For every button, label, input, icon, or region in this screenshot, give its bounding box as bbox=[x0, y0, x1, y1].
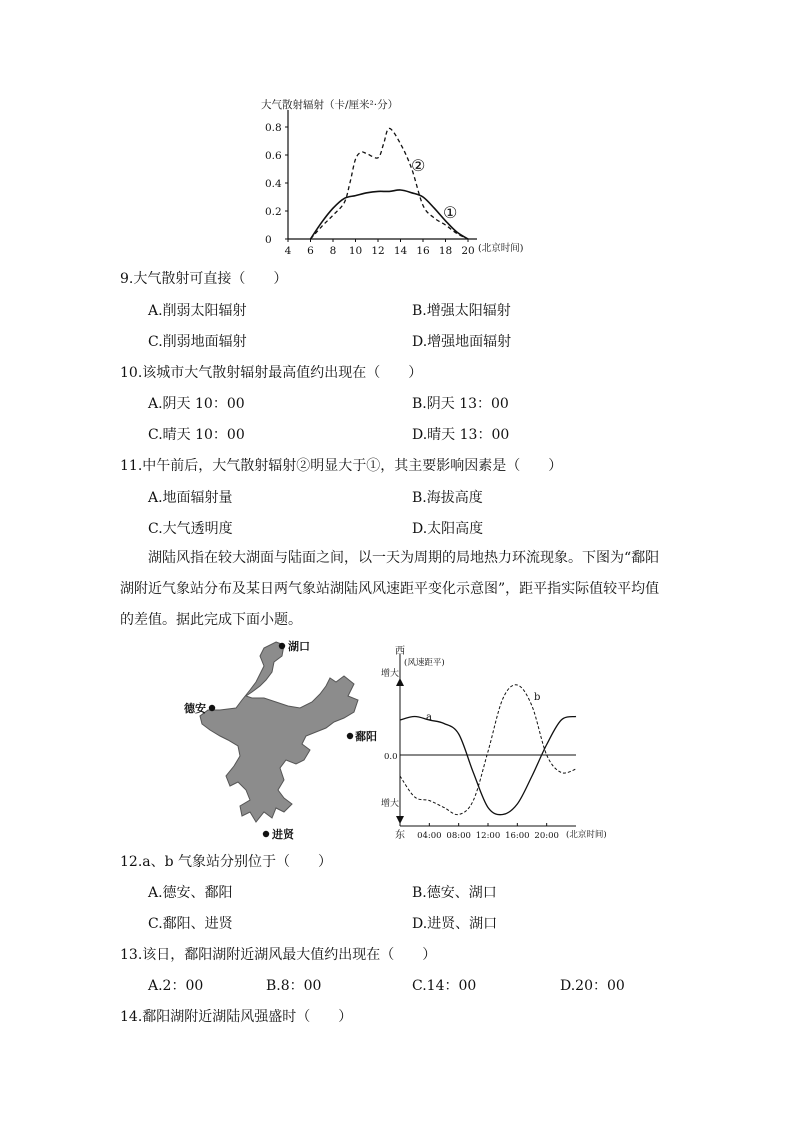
q9-option-d[interactable]: D.增强地面辐射 bbox=[412, 334, 512, 350]
scatter-radiation-chart bbox=[255, 92, 545, 260]
lake-shape bbox=[200, 642, 358, 822]
q10-option-d[interactable]: D.晴天 13：00 bbox=[412, 427, 510, 443]
q12-option-a[interactable]: A.德安、鄱阳 bbox=[148, 885, 233, 901]
question-12: 12.a、b 气象站分别位于（ ） bbox=[120, 854, 333, 870]
wind-ylabel: (风速距平) bbox=[404, 658, 445, 668]
question-13: 13.该日，鄱阳湖附近湖风最大值约出现在（ ） bbox=[120, 947, 437, 963]
q13-option-d[interactable]: D.20：00 bbox=[560, 978, 625, 994]
series-b-label: b bbox=[534, 692, 541, 703]
chart1-y-tick-label: 0 bbox=[265, 234, 272, 246]
q10-option-c[interactable]: C.晴天 10：00 bbox=[148, 427, 245, 443]
station-dean: 德安 bbox=[184, 702, 206, 715]
station-jinxian: 进贤 bbox=[272, 828, 294, 841]
east-label: 东 bbox=[395, 830, 405, 841]
chart2-x-unit: (北京时间) bbox=[566, 830, 607, 840]
station-hukou: 湖口 bbox=[288, 640, 310, 653]
poyang-lake-map bbox=[180, 636, 380, 844]
q11-option-a[interactable]: A.地面辐射量 bbox=[148, 490, 233, 506]
q13-option-c[interactable]: C.14：00 bbox=[412, 978, 477, 994]
chart1-title: 大气散射辐射（卡/厘米²·分） bbox=[261, 99, 399, 111]
increase-up-label: 增大 bbox=[381, 669, 400, 679]
chart1-x-tick-label: 14 bbox=[393, 245, 408, 257]
series-1-label: ① bbox=[443, 203, 458, 222]
chart1-x-tick-label: 16 bbox=[416, 245, 430, 257]
question-10: 10.该城市大气散射辐射最高值约出现在（ ） bbox=[120, 365, 423, 381]
chart1-x-tick-label: 10 bbox=[348, 245, 363, 257]
q9-option-c[interactable]: C.削弱地面辐射 bbox=[148, 334, 247, 350]
q10-option-b[interactable]: B.阴天 13：00 bbox=[412, 396, 509, 412]
question-11: 11.中午前后，大气散射辐射②明显大于①，其主要影响因素是（ ） bbox=[120, 458, 563, 474]
chart1-y-tick-label: 0.4 bbox=[265, 178, 282, 190]
chart2-x-tick-label: 08:00 bbox=[446, 831, 471, 841]
passage-text: 湖陆风指在较大湖面与陆面之间，以一天为周期的局地热力环流现象。下图为“鄱阳湖附近气象站分布及某日两气象站湖陆风风速距平变化示意图”，距平指实际值较平均值的差值。据此完成下面小题。 bbox=[120, 550, 660, 628]
series-a-label: a bbox=[426, 712, 432, 723]
chart1-x-unit: (北京时间) bbox=[478, 243, 524, 254]
chart1-x-tick-label: 20 bbox=[461, 245, 475, 257]
q11-option-d[interactable]: D.太阳高度 bbox=[412, 521, 484, 537]
series-2-line bbox=[311, 128, 469, 239]
q9-option-b[interactable]: B.增强太阳辐射 bbox=[412, 303, 511, 319]
chart1-x-tick-label: 6 bbox=[307, 245, 314, 257]
q11-option-b[interactable]: B.海拔高度 bbox=[412, 490, 483, 506]
chart1-y-tick-label: 0.6 bbox=[265, 150, 282, 162]
q12-option-b[interactable]: B.德安、湖口 bbox=[412, 885, 497, 901]
chart1-x-tick-label: 12 bbox=[371, 245, 385, 257]
station-marker-hukou bbox=[279, 643, 285, 649]
chart1-x-tick-label: 18 bbox=[438, 245, 453, 257]
q12-option-c[interactable]: C.鄱阳、进贤 bbox=[148, 916, 233, 932]
q9-option-a[interactable]: A.削弱太阳辐射 bbox=[148, 303, 247, 319]
question-14: 14.鄱阳湖附近湖陆风强盛时（ ） bbox=[120, 1009, 353, 1025]
station-marker-dean bbox=[209, 705, 215, 711]
q10-option-a[interactable]: A.阴天 10：00 bbox=[148, 396, 245, 412]
q11-option-c[interactable]: C.大气透明度 bbox=[148, 521, 233, 537]
series-2-label: ② bbox=[411, 156, 426, 175]
question-9: 9.大气散射可直接（ ） bbox=[120, 271, 288, 287]
chart2-x-tick-label: 04:00 bbox=[417, 831, 442, 841]
chart1-x-tick-label: 4 bbox=[284, 245, 292, 257]
chart1-y-tick-label: 0.8 bbox=[265, 122, 282, 134]
q13-option-b[interactable]: B.8：00 bbox=[266, 978, 322, 994]
chart2-x-tick-label: 20:00 bbox=[534, 831, 559, 841]
series-b-line bbox=[400, 685, 576, 815]
chart1-y-tick-label: 0.2 bbox=[265, 206, 282, 218]
chart1-x-tick-label: 8 bbox=[329, 245, 337, 257]
wind-anomaly-chart bbox=[380, 640, 612, 846]
chart2-x-tick-label: 16:00 bbox=[505, 831, 530, 841]
station-marker-jinxian bbox=[263, 831, 269, 837]
station-poyang: 鄱阳 bbox=[355, 730, 377, 743]
zero-label: 0.0 bbox=[384, 752, 398, 762]
west-label: 西 bbox=[395, 646, 405, 657]
chart2-x-tick-label: 12:00 bbox=[475, 831, 501, 841]
increase-down-label: 增大 bbox=[381, 799, 400, 809]
station-marker-poyang bbox=[347, 733, 353, 739]
q12-option-d[interactable]: D.进贤、湖口 bbox=[412, 916, 498, 932]
q13-option-a[interactable]: A.2：00 bbox=[148, 978, 204, 994]
